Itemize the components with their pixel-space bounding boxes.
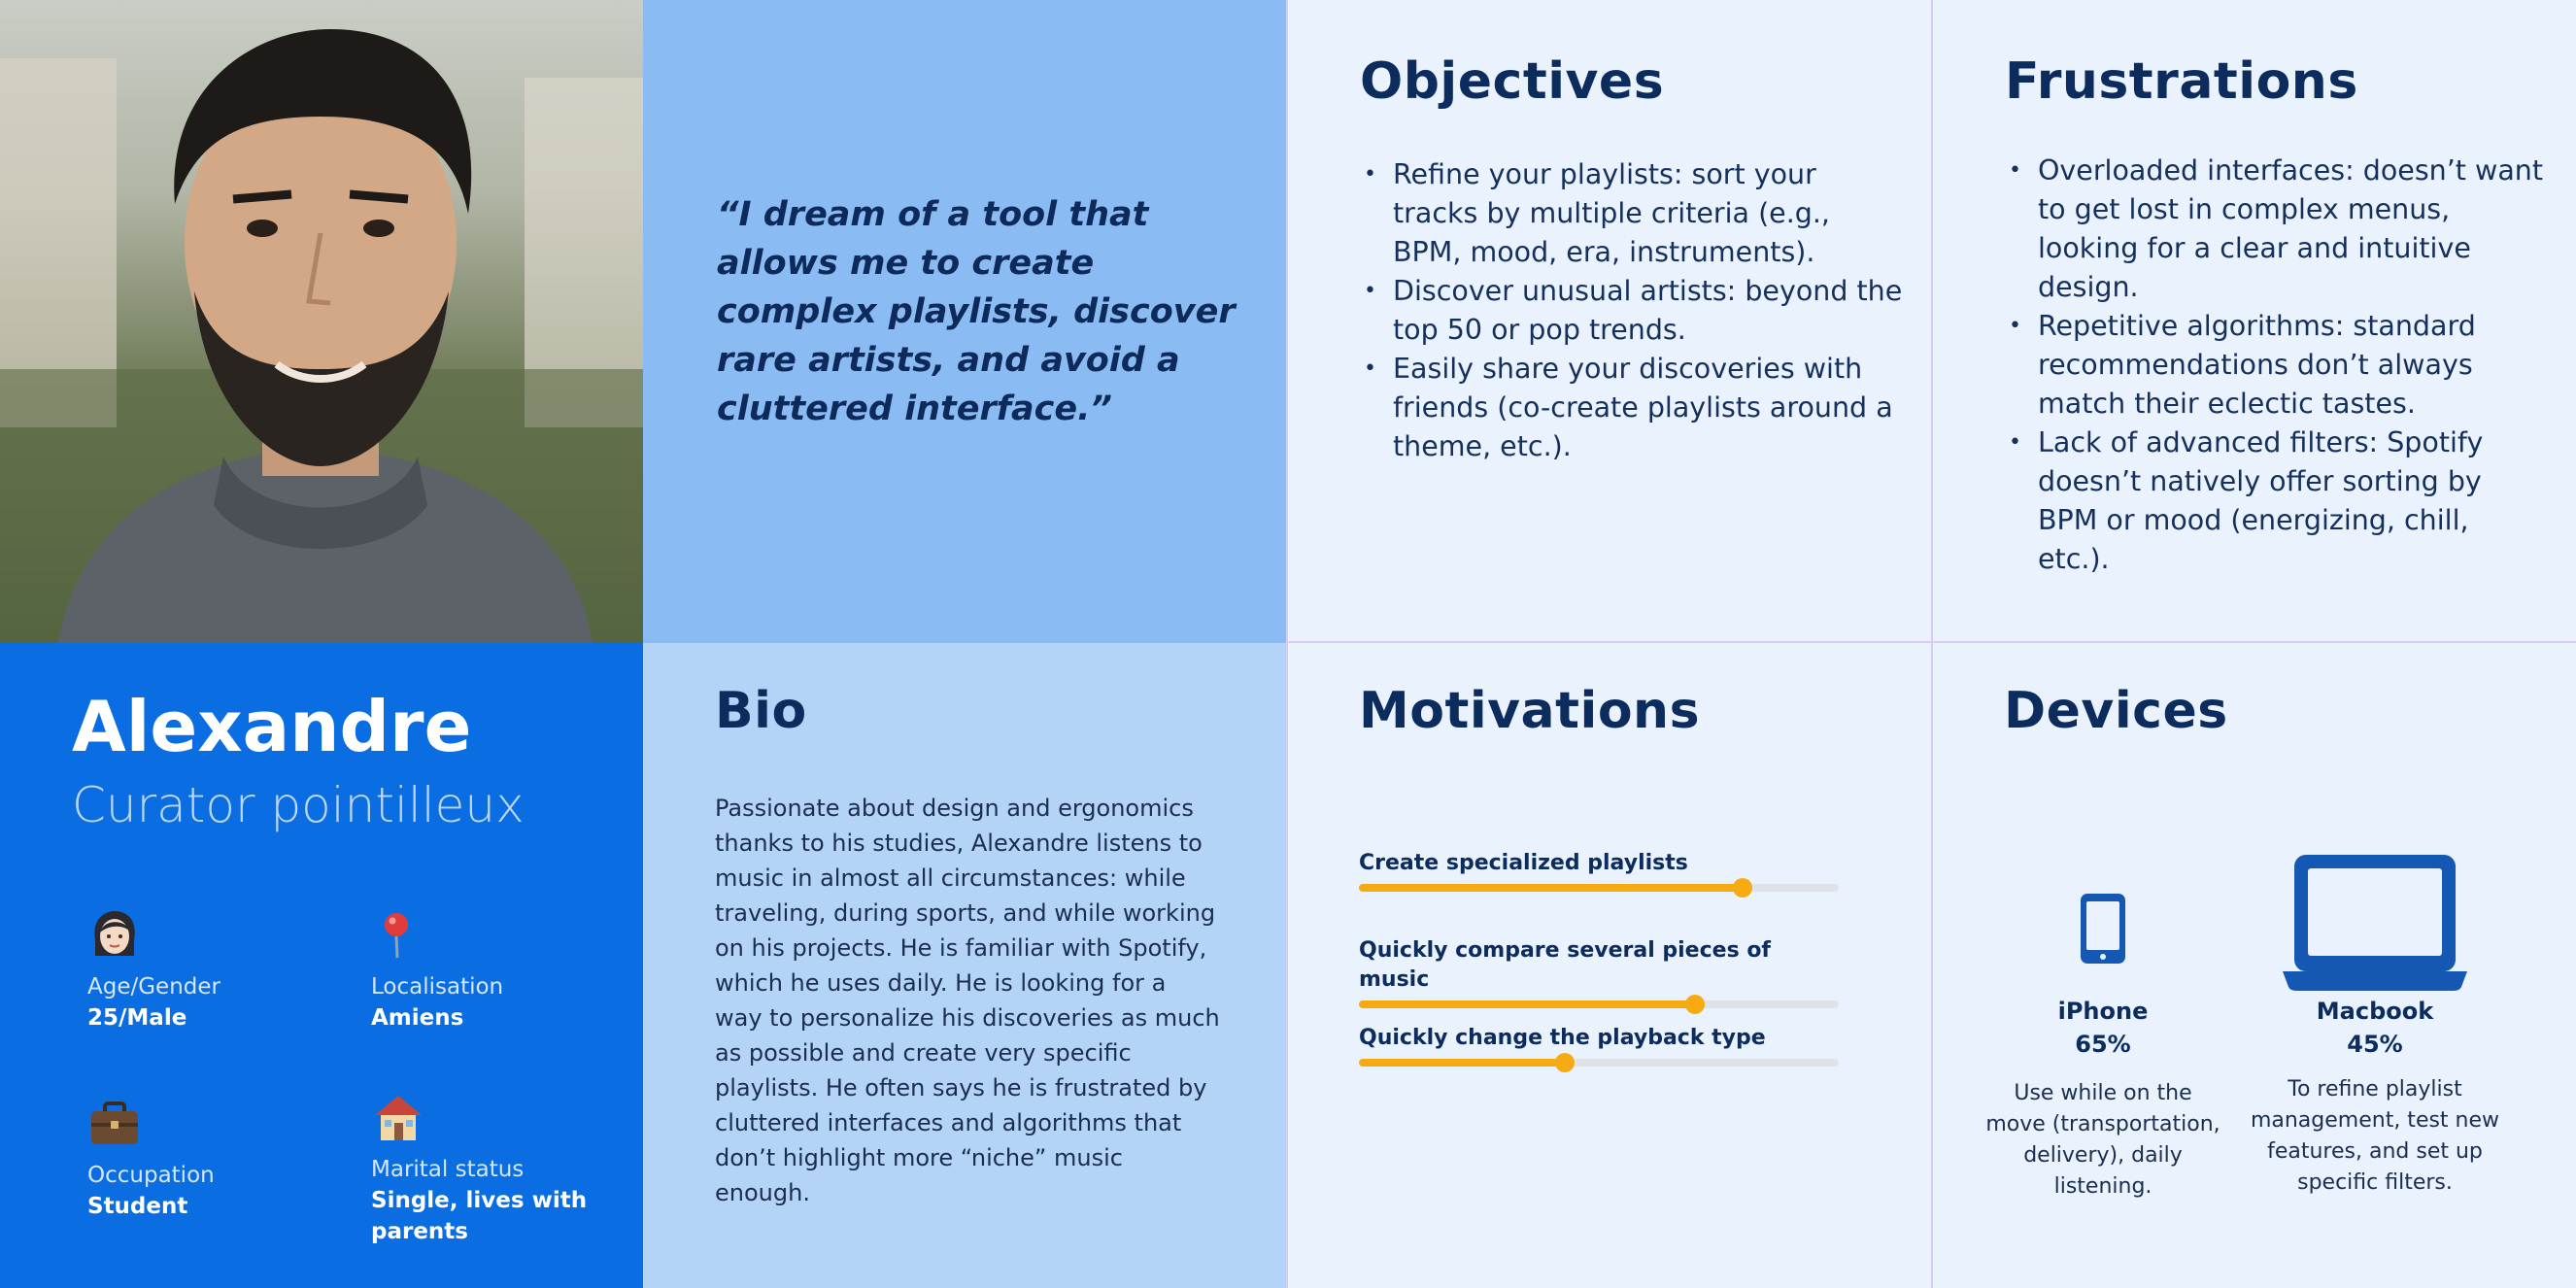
frustrations-card xyxy=(1931,0,2576,643)
list-item: • Repetitive algorithms: standard recommendations don’t always match their eclectic tastes. xyxy=(2005,307,2549,424)
motivation-label: Quickly compare several pieces of music xyxy=(1359,938,1772,992)
laptop-icon xyxy=(2283,853,2467,993)
motivation-knob xyxy=(1685,995,1705,1014)
info-age-gender xyxy=(87,907,340,1034)
list-item: • Refine your playlists: sort your tracks by multiple criteria (e.g., BPM, mood, era, instruments). xyxy=(1360,155,1904,272)
info-label: Localisation xyxy=(371,974,504,1000)
persona-photo xyxy=(0,0,643,643)
motivation-item xyxy=(1359,936,1839,1008)
list-item: • Discover unusual artists: beyond the top 50 or pop trends. xyxy=(1360,272,1904,350)
motivation-track xyxy=(1359,884,1839,892)
persona-role: Curator pointilleux xyxy=(72,777,525,833)
list-item: • Easily share your discoveries with friends (co-create playlists around a theme, etc.). xyxy=(1360,350,1904,466)
info-occupation xyxy=(87,1096,340,1222)
info-value: Amiens xyxy=(371,1005,464,1031)
persona-quote: “I dream of a tool that allows me to create complex playlists, discover rare artists, and avoid a cluttered interface.” xyxy=(717,195,1236,428)
device-iphone xyxy=(1982,995,2224,1203)
bio-text: Passionate about design and ergonomics thanks to his studies, Alexandre listens to music in almost all circumstances: while traveling, during sports, and while working on his projects. He is familiar with Spotify, which he uses daily. He is looking for a way to personalize his discoveries as much as possible and create very specific playlists. He often says he is frustrated by cluttered interfaces and algorithms that don’t highlight more “niche” music enough. xyxy=(715,795,1220,1206)
info-label: Occupation xyxy=(87,1163,215,1188)
motivation-label: Quickly change the playback type xyxy=(1359,1026,1766,1050)
info-marital-status xyxy=(371,1090,604,1247)
objectives-card xyxy=(1286,0,1931,643)
motivation-track xyxy=(1359,1059,1839,1067)
info-value: Single, lives with parents xyxy=(371,1188,588,1244)
objectives-list xyxy=(1360,155,1904,466)
motivation-fill xyxy=(1359,884,1743,892)
motivations-title: Motivations xyxy=(1359,682,1701,740)
motivation-item xyxy=(1359,1024,1839,1067)
devices-title: Devices xyxy=(2004,682,2228,740)
motivation-item xyxy=(1359,849,1839,892)
persona-quote-card xyxy=(643,0,1286,643)
device-macbook xyxy=(2244,995,2506,1199)
motivation-label: Create specialized playlists xyxy=(1359,851,1688,875)
motivation-fill xyxy=(1359,1059,1565,1067)
device-percent: 65% xyxy=(2075,1031,2131,1058)
house-icon xyxy=(371,1090,425,1144)
device-percent: 45% xyxy=(2347,1031,2403,1058)
device-name: Macbook xyxy=(2316,998,2434,1025)
device-description: To refine playlist management, test new features, and set up specific filters. xyxy=(2250,1077,2500,1195)
woman-face-icon xyxy=(87,907,142,962)
frustrations-list xyxy=(2005,152,2549,579)
list-item: • Overloaded interfaces: doesn’t want to get lost in complex menus, looking for a clear and intuitive design. xyxy=(2005,152,2549,307)
frustrations-title: Frustrations xyxy=(2005,52,2358,111)
info-value: Student xyxy=(87,1194,188,1219)
list-item: • Lack of advanced filters: Spotify doesn’t natively offer sorting by BPM or mood (energizing, chill, etc.). xyxy=(2005,424,2549,579)
info-label: Marital status xyxy=(371,1157,525,1182)
info-location xyxy=(371,907,624,1034)
info-value: 25/Male xyxy=(87,1005,187,1031)
objectives-title: Objectives xyxy=(1360,52,1665,111)
device-description: Use while on the move (transportation, delivery), daily listening. xyxy=(1985,1081,2220,1199)
motivation-track xyxy=(1359,1000,1839,1008)
smartphone-icon xyxy=(2079,892,2127,966)
location-pin-icon xyxy=(371,907,425,962)
portrait-image xyxy=(0,0,643,643)
info-label: Age/Gender xyxy=(87,974,220,1000)
briefcase-icon xyxy=(87,1096,142,1150)
device-name: iPhone xyxy=(2057,998,2149,1025)
motivation-fill xyxy=(1359,1000,1695,1008)
persona-name: Alexandre xyxy=(72,686,472,767)
bio-title: Bio xyxy=(715,682,807,740)
